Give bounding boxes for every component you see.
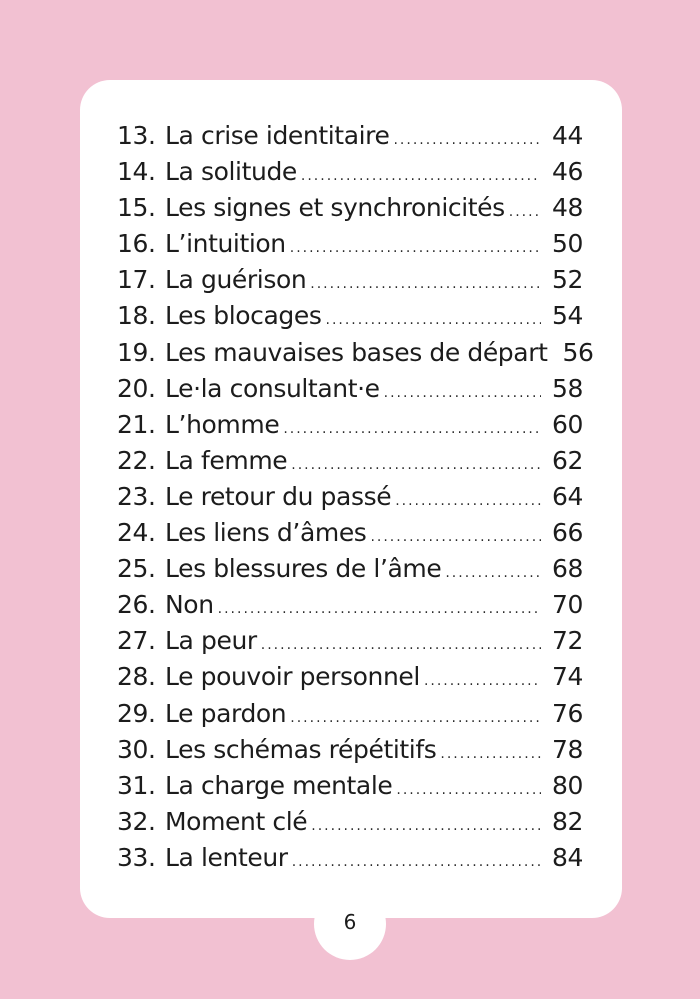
- entry-title: Les mauvaises bases de départ: [165, 337, 548, 367]
- entry-number: 16.: [117, 229, 156, 259]
- toc-entry: [117, 732, 583, 768]
- dot-leader: [310, 266, 541, 302]
- entry-number: 26.: [117, 590, 156, 620]
- entry-title: Les signes et synchronicités: [165, 193, 505, 223]
- dot-leader: [509, 194, 541, 230]
- entry-page: 84: [551, 842, 583, 872]
- dot-leader: [370, 519, 541, 555]
- dot-leader: [395, 483, 541, 519]
- dot-leader: [311, 808, 541, 844]
- dot-leader: [393, 122, 541, 158]
- toc-entry: [117, 659, 583, 695]
- toc-entry: [117, 443, 583, 479]
- dot-leader: [290, 700, 541, 736]
- dot-leader: [445, 555, 541, 591]
- toc-entry: [117, 515, 583, 551]
- entry-number: 15.: [117, 193, 156, 223]
- dot-leader: [292, 844, 541, 880]
- dot-leader: [261, 627, 541, 663]
- entry-page: 48: [551, 193, 583, 223]
- entry-number: 30.: [117, 734, 156, 764]
- page-number: 6: [343, 910, 357, 934]
- entry-title: La guérison: [165, 265, 307, 295]
- entry-number: 23.: [117, 481, 156, 511]
- toc-entry: [117, 768, 583, 804]
- entry-number: 17.: [117, 265, 156, 295]
- entry-page: 50: [551, 229, 583, 259]
- dot-leader: [301, 158, 541, 194]
- dot-leader: [326, 302, 542, 338]
- toc-entry: [117, 298, 583, 334]
- entry-title: Le retour du passé: [165, 481, 392, 511]
- entry-page: 62: [551, 445, 583, 475]
- entry-number: 21.: [117, 409, 156, 439]
- entry-page: 60: [551, 409, 583, 439]
- toc-entry: [117, 190, 583, 226]
- dot-leader: [424, 663, 541, 699]
- entry-title: La crise identitaire: [165, 121, 390, 150]
- toc-entry: [117, 804, 583, 840]
- entry-title: La peur: [165, 626, 257, 656]
- entry-title: L’intuition: [165, 229, 286, 259]
- entry-page: 76: [551, 698, 583, 728]
- entry-title: Le·la consultant·e: [165, 373, 380, 403]
- entry-title: Non: [165, 590, 214, 620]
- toc-entry: [117, 154, 583, 190]
- entry-number: 27.: [117, 626, 156, 656]
- dot-leader: [291, 447, 541, 483]
- entry-title: Moment clé: [165, 806, 308, 836]
- entry-number: 29.: [117, 698, 156, 728]
- entry-page: 70: [551, 590, 583, 620]
- entry-number: 19.: [117, 337, 156, 367]
- entry-page: 56: [562, 337, 594, 367]
- toc-entry: [117, 696, 583, 732]
- entry-page: 74: [551, 662, 583, 692]
- entry-number: 14.: [117, 157, 156, 187]
- entry-title: Les blocages: [165, 301, 322, 331]
- entry-title: Le pardon: [165, 698, 287, 728]
- entry-page: 78: [551, 734, 583, 764]
- entry-number: 20.: [117, 373, 156, 403]
- entry-title: La charge mentale: [165, 770, 393, 800]
- toc-entry: [117, 118, 583, 154]
- entry-number: 22.: [117, 445, 156, 475]
- toc-entry: [117, 262, 583, 298]
- entry-number: 32.: [117, 806, 156, 836]
- entry-page: 46: [551, 157, 583, 187]
- dot-leader: [290, 230, 541, 266]
- entry-title: Le pouvoir personnel: [165, 662, 420, 692]
- toc-entry: [117, 371, 583, 407]
- toc-entry: [117, 623, 583, 659]
- entry-page: 68: [551, 554, 583, 584]
- entry-number: 28.: [117, 662, 156, 692]
- toc-entry: [117, 551, 583, 587]
- entry-page: 52: [551, 265, 583, 295]
- entry-number: 31.: [117, 770, 156, 800]
- entry-number: 18.: [117, 301, 156, 331]
- entry-page: 54: [551, 301, 583, 331]
- entry-page: 80: [551, 770, 583, 800]
- entry-number: 25.: [117, 554, 156, 584]
- entry-page: 72: [551, 626, 583, 656]
- toc-entry: [117, 479, 583, 515]
- toc-entry: [117, 587, 583, 623]
- toc-entry: [117, 407, 583, 443]
- entry-title: Les schémas répétitifs: [165, 734, 437, 764]
- entry-page: 64: [551, 481, 583, 511]
- dot-leader: [283, 411, 541, 447]
- toc-entry: [117, 840, 583, 876]
- entry-number: 33.: [117, 842, 156, 872]
- entry-page: 58: [551, 373, 583, 403]
- entry-number: 24.: [117, 518, 156, 548]
- entry-page: 44: [551, 121, 583, 150]
- entry-title: Les blessures de l’âme: [165, 554, 442, 584]
- entry-title: Les liens d’âmes: [165, 518, 367, 548]
- dot-leader: [440, 736, 541, 772]
- dot-leader: [384, 375, 541, 411]
- entry-title: La femme: [165, 445, 288, 475]
- entry-title: La lenteur: [165, 842, 288, 872]
- toc-entry: [117, 335, 594, 371]
- dot-leader: [396, 772, 541, 808]
- table-of-contents: [117, 118, 594, 876]
- toc-entry: [117, 226, 583, 262]
- entry-page: 66: [551, 518, 583, 548]
- entry-page: 82: [551, 806, 583, 836]
- entry-number: 13.: [117, 121, 156, 150]
- dot-leader: [218, 591, 541, 627]
- entry-title: La solitude: [165, 157, 297, 187]
- entry-title: L’homme: [165, 409, 280, 439]
